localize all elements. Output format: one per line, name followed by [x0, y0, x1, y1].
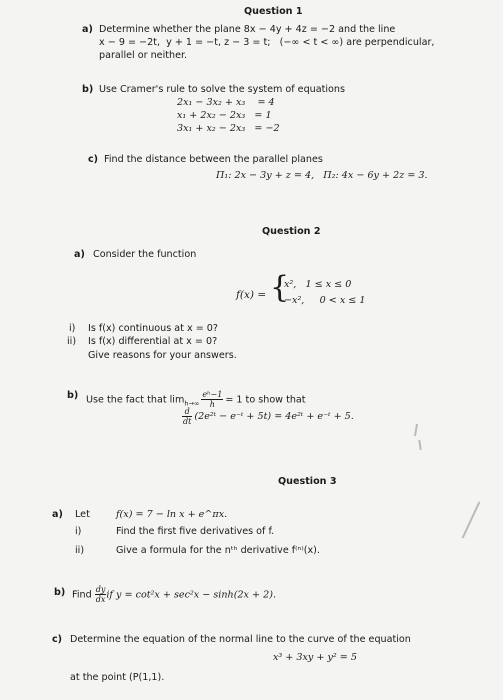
- q1-part-a-line1: Determine whether the plane 8x − 4y + 4z = −2 and the line: [99, 24, 396, 35]
- q1-equation-3: 3x₁ + x₂ − 2x₃ = −2: [177, 123, 280, 134]
- q3-dx: dx: [95, 595, 106, 604]
- q1-planes: Π₁: 2x − 3y + z = 4, Π₂: 4x − 6y + 2z = 3.: [216, 170, 428, 181]
- q1-part-a-line2: x − 9 = −2t, y + 1 = −t, z − 3 = t; (−∞ < t < ∞) are perpendicular,: [99, 37, 435, 48]
- q2-ii-text: Is f(x) differential at x = 0?: [88, 336, 218, 347]
- q3-part-b-label: b): [54, 587, 66, 598]
- q1-part-c-label: c): [88, 154, 99, 165]
- q2-case-1: x², 1 ≤ x ≤ 0: [284, 279, 352, 290]
- q3-part-c-text: Determine the equation of the normal line to the curve of the equation: [70, 634, 411, 645]
- pen-mark-3: [462, 501, 481, 538]
- q2-deriv-num: d: [182, 407, 192, 417]
- piecewise-brace-icon: {: [270, 270, 290, 305]
- q1-equation-2: x₁ + 2x₂ − 2x₃ = 1: [177, 110, 272, 121]
- q3-i-label: i): [75, 526, 82, 537]
- q2-deriv-operator: [182, 407, 192, 426]
- q3-function: f(x) = 7 − ln x + e^πx.: [116, 509, 228, 520]
- q1-part-a-label: a): [82, 24, 93, 35]
- q2-ii-label: ii): [67, 336, 77, 347]
- q3-dy: dy: [95, 585, 106, 594]
- q2-i-label: i): [69, 323, 76, 334]
- q2-deriv-den: dt: [183, 417, 192, 426]
- q2-lim-text: Use the fact that lim: [86, 394, 185, 406]
- q3-curve-equation: x³ + 3xy + y² = 5: [273, 652, 357, 663]
- question-1-title: Question 1: [244, 6, 303, 17]
- q2-derivative-equation: [182, 407, 354, 426]
- q1-equation-1: 2x₁ − 3x₂ + x₃ = 4: [177, 97, 275, 108]
- q2-function-lhs: f(x) =: [236, 289, 267, 301]
- pen-mark-2: [418, 440, 421, 450]
- question-3-title: Question 3: [278, 476, 337, 487]
- q2-i-text: Is f(x) continuous at x = 0?: [88, 323, 218, 334]
- q2-deriv-expression: (2e²ᵗ − e⁻ᵗ + 5t) = 4e²ᵗ + e⁻ᵗ + 5.: [194, 411, 354, 422]
- q3-let: Let: [75, 509, 90, 520]
- q1-part-b-label: b): [82, 84, 94, 95]
- q2-reasons: Give reasons for your answers.: [88, 350, 237, 361]
- q3-part-c-label: c): [52, 634, 63, 645]
- q2-part-a-text: Consider the function: [93, 249, 197, 260]
- q3-find: Find: [72, 589, 92, 601]
- pen-mark-1: [414, 424, 418, 436]
- q1-part-b-text: Use Cramer's rule to solve the system of equations: [99, 84, 346, 95]
- question-2-title: Question 2: [262, 226, 321, 237]
- q2-lim-sub: h→∞: [184, 399, 200, 408]
- q3-b-expression: if y = cot²x + sec²x − sinh(2x + 2).: [106, 589, 276, 601]
- q3-point: at the point (P(1,1).: [70, 672, 165, 683]
- q1-part-a-line3: parallel or neither.: [99, 50, 188, 61]
- q3-part-a-label: a): [52, 509, 63, 520]
- q2-case-2: −x², 0 < x ≤ 1: [284, 295, 366, 306]
- q2-lim-text-2: = 1 to show that: [225, 394, 306, 406]
- q2-lim-frac-num: eʰ−1: [202, 390, 223, 399]
- q3-dy-dx: [95, 585, 107, 604]
- q2-lim-frac-den: h: [209, 400, 215, 409]
- q3-i-text: Find the first five derivatives of f.: [116, 526, 275, 537]
- q3-ii-label: ii): [75, 545, 85, 556]
- q2-part-a-label: a): [74, 249, 85, 260]
- q2-part-b-label: b): [67, 390, 79, 401]
- q1-part-c-text: Find the distance between the parallel planes: [104, 154, 323, 165]
- q3-ii-text: Give a formula for the nᵗʰ derivative f⁽ⁿ⁾(x).: [116, 545, 320, 556]
- q3-part-b-text: [72, 585, 276, 604]
